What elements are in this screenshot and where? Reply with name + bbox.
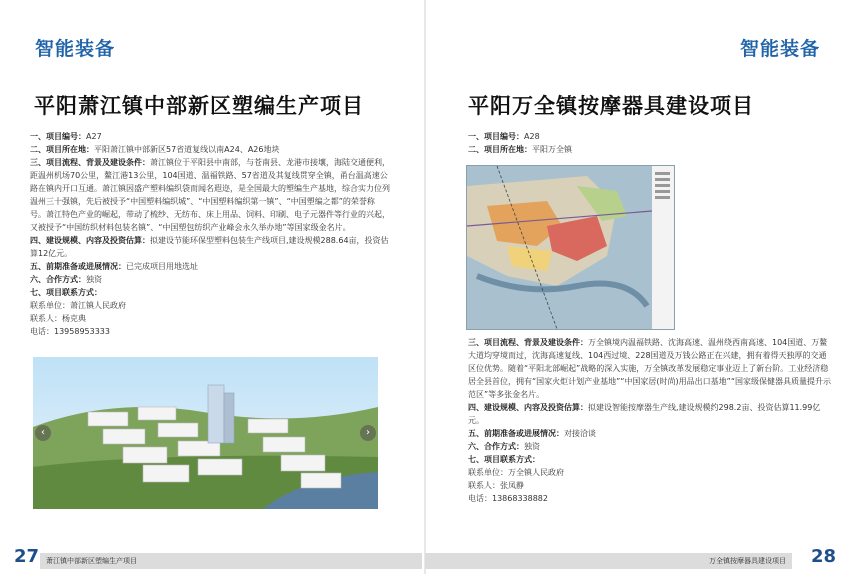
project-contact-heading: 七、项目联系方式：	[30, 288, 102, 297]
project-number: 一、项目编号：A27	[30, 132, 102, 141]
footer-project-name: 万全镇按摩器具建设项目	[425, 553, 792, 569]
page-number: 28	[810, 546, 836, 567]
project-prep: 五、前期准备或进展情况：对接洽谈	[468, 429, 596, 438]
project-prep: 五、前期准备或进展情况：已完成项目用地选址	[30, 262, 198, 271]
contact-unit: 联系单位：万全镇人民政府	[468, 468, 564, 477]
project-coop: 六、合作方式：独资	[30, 275, 102, 284]
project-background: 三、项目流程、背景及建设条件：万全镇境内温福铁路、沈海高速、温州绕西南高速、104国道、万鳌大道均穿境而过，沈海高速复线、104西过境、228国道及万钱公路正在兴建，拥有着得天独厚的交通区位优势。随着“平阳北部崛起”战略的深入实施，万全镇改革发展稳定事业迈上了新台阶。工业经济稳居全县首位，拥有“国家火炬计划产业基地”“中国家居(时尚)用品出口基地”“国家级保健器具质量提升示范区”等多张金名片。	[468, 338, 831, 399]
contact-unit: 联系单位：萧江镇人民政府	[30, 301, 126, 310]
project-title: 平阳万全镇按摩器具建设项目	[468, 94, 754, 118]
project-location: 二、项目所在地：平阳万全镇	[468, 145, 572, 154]
project-rendering-image	[33, 357, 378, 509]
section-label: 智能装备	[739, 38, 820, 60]
page-footer	[425, 538, 850, 570]
rendering-illustration	[33, 357, 378, 509]
page-footer	[0, 538, 425, 570]
project-background: 三、项目流程、背景及建设条件：萧江镇位于平阳县中南部，与苍南县、龙港市接壤，海陆交通便利，距温州机场70公里，鳌江港13公里，104国道、温福铁路、57省道及其复线贯穿全镇，甬台温高速公路在镇内开口互通。萧江镇因盛产塑料编织袋而闻名遐迩，是全国最大的塑编生产基地，综合实力位列温州三十强镇，先后被授予“中国塑料编织城”、“中国塑料编织第一镇”、“中国塑编之都”的荣誉称号。萧江特色产业的崛起，带动了梳纱、无纺布、床上用品、饲料、印刷、电子元器件等行业的兴起，又被授予“中国纺织材料包装名镇”、“中国塑包纺织产业峰会永久举办地”等国家级金名片。	[30, 158, 390, 232]
project-contact-heading: 七、项目联系方式：	[468, 455, 540, 464]
section-label: 智能装备	[35, 38, 116, 60]
project-location: 二、项目所在地：平阳萧江镇中部新区57省道复线以南A24、A26地块	[30, 145, 280, 154]
project-number: 一、项目编号：A28	[468, 132, 540, 141]
next-arrow-icon[interactable]: ›	[360, 425, 376, 441]
footer-project-name: 萧江镇中部新区塑编生产项目	[40, 553, 422, 569]
project-construction: 四、建设规模、内容及投资估算：拟建设智能按摩器生产线,建设规模约298.2亩、投资估算11.99亿元。	[468, 403, 821, 425]
contact-phone: 电话：13958953333	[30, 327, 110, 336]
project-title: 平阳萧江镇中部新区塑编生产项目	[34, 94, 364, 118]
project-details	[30, 130, 390, 338]
town-planning-map	[466, 165, 675, 330]
contact-phone: 电话：13868338882	[468, 494, 548, 503]
page-number: 27	[14, 546, 40, 567]
project-details	[468, 336, 833, 505]
project-construction: 四、建设规模、内容及投资估算：拟建设节能环保型塑料包装生产线项目,建设规模288.64亩，投资估算12亿元。	[30, 236, 389, 258]
project-coop: 六、合作方式：独资	[468, 442, 540, 451]
planning-map-illustration	[467, 166, 674, 329]
contact-person: 联系人：杨克典	[30, 314, 86, 323]
previous-arrow-icon[interactable]: ‹	[35, 425, 51, 441]
project-header-details	[468, 130, 833, 156]
contact-person: 联系人：张凤静	[468, 481, 524, 490]
